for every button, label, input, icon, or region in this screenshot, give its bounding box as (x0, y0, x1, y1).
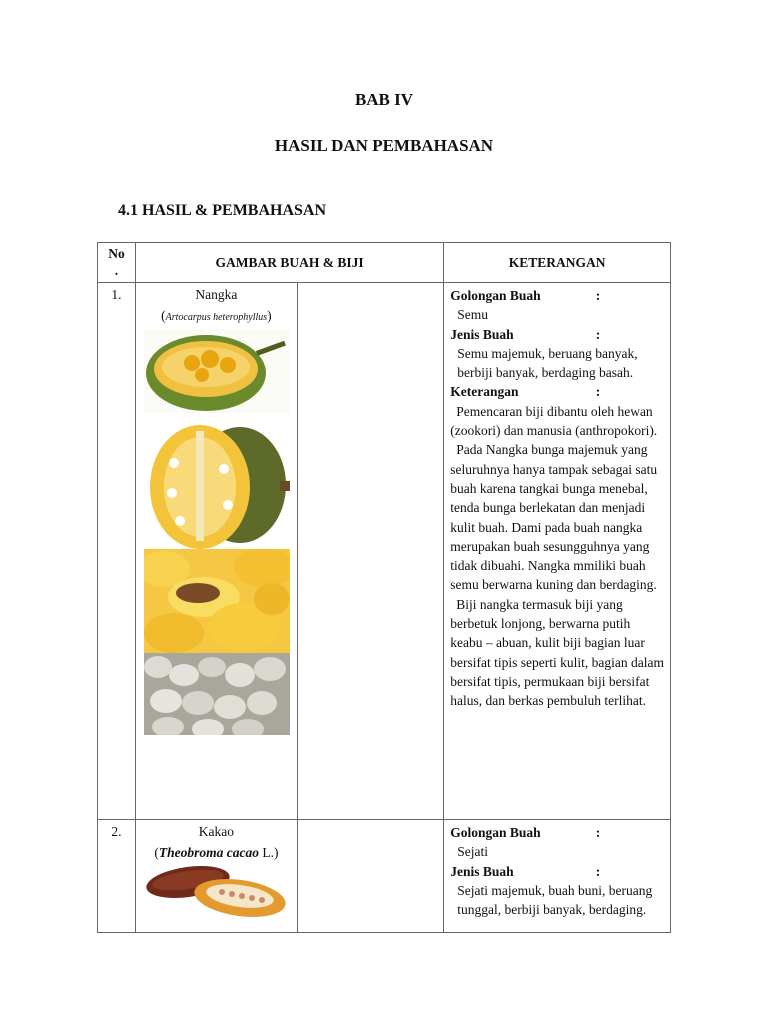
jackfruit-seeds-image (144, 653, 290, 735)
chapter-title: HASIL DAN PEMBAHASAN (274, 136, 494, 155)
results-table (97, 242, 671, 933)
golongan-value: Semu (457, 307, 489, 323)
fruit-name: Nangka (195, 287, 238, 302)
jenis-label-line: Jenis Buah : (450, 326, 601, 342)
empty-cell (297, 820, 443, 933)
header-no: No . (98, 243, 136, 283)
golongan-value: Sejati (457, 844, 488, 860)
header-image: GAMBAR BUAH & BIJI (135, 243, 443, 283)
image-cell (135, 283, 297, 820)
table-row (98, 820, 671, 933)
scientific-name: (Theobroma cacao L.) (154, 845, 279, 860)
cacao-pod-image (144, 862, 290, 920)
jackfruit-cut-image (144, 413, 290, 549)
paragraph: Biji nangka termasuk biji yang berbetuk lonjong, berwarna putih keabu – abuan, kulit biji bagian luar bersifat tipis seperti kulit, bagian dalam bersifat tipis, permukaan biji bersifat halus, dan berkas pembuluh terlihat. (450, 596, 664, 709)
image-cell (135, 820, 297, 933)
jenis-value: Sejati majemuk, buah buni, beruang tunggal, berbiji banyak, berdaging. (457, 882, 653, 918)
table-header-row (98, 243, 671, 283)
chapter-heading: BAB IV (354, 90, 414, 109)
header-description: KETERANGAN (444, 243, 671, 283)
keterangan-label-line: Keterangan : (450, 384, 601, 400)
golongan-label-line: Golongan Buah : (450, 825, 601, 840)
empty-cell (297, 283, 443, 820)
paragraph: Pemencaran biji dibantu oleh hewan (zookori) dan manusia (anthropokori). (450, 403, 658, 439)
jenis-value: Semu majemuk, beruang banyak, berbiji banyak, berdaging basah. (457, 345, 638, 381)
paragraph: Pada Nangka bunga majemuk yang seluruhnya hanya tampak sebagai satu buah karena tangkai bunga menebal, tenda bunga berlekatan dan menjadi kulit buah. Dami pada buah nangka merupakan buah sesungguhnya yang tidak dibuahi. Nangka mmiliki buah semu berwarna kuning dan berdaging. (450, 442, 658, 593)
jenis-label-line: Jenis Buah : (450, 863, 601, 879)
row-number: 2. (98, 820, 136, 933)
fruit-name: Kakao (198, 824, 234, 839)
section-title: 4.1 HASIL & PEMBAHASAN (118, 202, 327, 219)
description-cell (444, 820, 671, 933)
jackfruit-half-image (144, 329, 290, 413)
jackfruit-flesh-image (144, 549, 290, 653)
table-row (98, 283, 671, 820)
row-number: 1. (98, 283, 136, 820)
description-cell (444, 283, 671, 820)
scientific-name: (Artocarpus heterophyllus) (161, 308, 272, 323)
golongan-label-line: Golongan Buah : (450, 288, 601, 303)
